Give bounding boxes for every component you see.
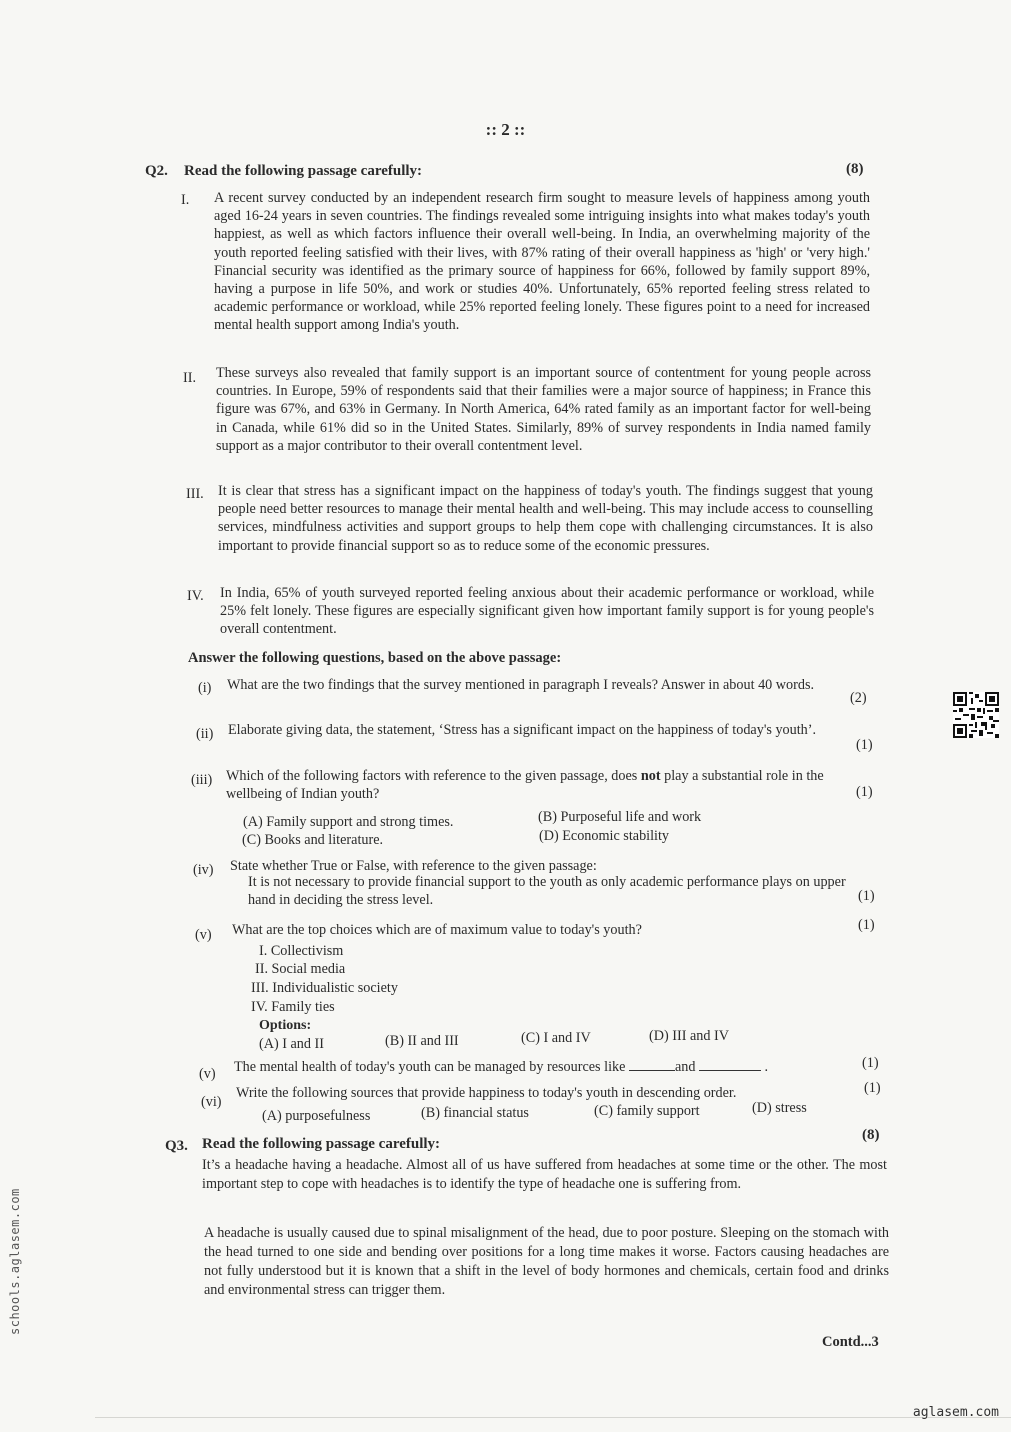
q2-marks: (8) (846, 161, 864, 177)
question-text-after: . (764, 1059, 769, 1075)
question-number: (ii) (196, 726, 214, 742)
question-marks: (1) (856, 784, 873, 800)
question-text: Elaborate giving data, the statement, ‘Stress has a significant impact on the happiness of today's youth’. (228, 722, 817, 738)
footer-divider (95, 1417, 1011, 1418)
answer-blank (629, 1070, 675, 1071)
question-number: (v) (195, 927, 212, 943)
emphasis-not: not (640, 768, 661, 784)
options-label: Options: (259, 1018, 312, 1033)
question-text: State whether True or False, with reference to the given passage: (230, 858, 597, 874)
question-marks: (1) (856, 737, 873, 753)
option-d: (D) stress (752, 1100, 807, 1116)
question-number: (vi) (201, 1094, 222, 1110)
question-marks: (1) (862, 1055, 879, 1071)
question-statement: It is not necessary to provide financial support to the youth as only academic performance plays on upper hand in deciding the stress level. (248, 874, 846, 908)
q3-heading: Read the following passage carefully: (202, 1136, 441, 1152)
option-c: (C) family support (594, 1103, 700, 1119)
passage-paragraph: It’s a headache having a headache. Almost all of us have suffered from headaches at some time or the other. The most important step to cope with headaches is to identify the type of headache one is suffering from. (202, 1157, 887, 1192)
paragraph-text: It is clear that stress has a significant impact on the happiness of today's youth. The findings suggest that young people need better resources to manage their mental health and well-being. This may include access to counselling services, mindfulness activities and support groups to help them cope with challenging circumstances. It is also important to provide financial support so as to reduce some of the economic pressures. (218, 483, 873, 554)
option-b: (B) Purposeful life and work (538, 809, 702, 825)
option-c: (C) I and IV (521, 1030, 591, 1046)
question-number: (i) (198, 680, 212, 696)
q2-label: Q2. (145, 163, 168, 179)
continued-note: Contd...3 (822, 1334, 879, 1350)
paragraph-number: I. (181, 192, 190, 208)
q3-label: Q3. (165, 1138, 188, 1154)
question-text-before: The mental health of today's youth can be managed by resources like (234, 1059, 629, 1075)
side-watermark: schools.aglasem.com (8, 1188, 22, 1335)
paragraph-text: In India, 65% of youth surveyed reported feeling anxious about their academic performance or workload, while 25% felt lonely. These figures are especially significant given how important family support is for young people's overall contentment. (220, 585, 874, 638)
question-marks: (1) (858, 888, 875, 904)
question-text (226, 767, 862, 803)
question-text: Write the following sources that provide happiness to today's youth in descending order. (236, 1085, 737, 1101)
paragraph-number: IV. (187, 588, 204, 604)
paragraph-number: II. (183, 370, 196, 386)
option-a: (A) purposefulness (262, 1108, 371, 1124)
passage-paragraph: A headache is usually caused due to spinal misalignment of the head, due to poor posture. Sleeping on the stomach with the head turned to one side and bending over positions for a long time makes it worse. Factors causing headaches are not fully understood but it is known that a shift in the level of body hormones and chemicals, certain food and drinks and environmental stress can trigger them. (204, 1225, 889, 1298)
question-text: What are the two findings that the survey mentioned in paragraph I reveals? Answer in about 40 words. (227, 677, 815, 693)
question-number: (iii) (191, 772, 213, 788)
option-d: (D) Economic stability (539, 828, 670, 844)
paragraph-text: These surveys also revealed that family support is an important source of contentment for young people across countries. In Europe, 59% of respondents said that their families were a major source of happiness; in France this figure was 67%, and 63% in Germany. In North America, 64% rated family as an important factor for well-being in Canada, while 61% did so in the United States. Similarly, 89% of survey respondents in India named family support as a major contributor to their overall contentment level. (216, 365, 871, 454)
option-b: (B) II and III (385, 1033, 459, 1049)
question-number: (v) (199, 1066, 216, 1082)
footer-site: aglasem.com (912, 1405, 999, 1420)
question-text-before: Which of the following factors with reference to the given passage, does (226, 768, 641, 784)
connector-and: and (674, 1059, 696, 1075)
question-marks: (1) (864, 1080, 881, 1096)
paragraph-number: III. (186, 486, 204, 502)
option-b: (B) financial status (421, 1105, 529, 1121)
question-number: (iv) (193, 862, 214, 878)
question-marks: (2) (850, 690, 867, 706)
choice-item: III. Individualistic society (251, 980, 398, 996)
choice-item: IV. Family ties (251, 999, 335, 1015)
answer-heading: Answer the following questions, based on the above passage: (188, 650, 562, 666)
question-marks: (1) (858, 917, 875, 933)
choice-item: I. Collectivism (259, 943, 344, 959)
paragraph-text: A recent survey conducted by an independent research firm sought to measure levels of happiness among youth aged 16-24 years in seven countries. The findings revealed some intriguing insights into what makes today's youth happiest, as well as which factors influence their overall well-being. In India, an overwhelming majority of the youth reported feeling satisfied with their lives, with 87% rating of their overall happiness as 'high' or 'very high.' Financial security was identified as the primary source of happiness for 66%, followed by family support 89%, having a purpose in life 50%, and work or studies 40%. Unfortunately, 65% reported feeling stress related to academic performance or workload, while 25% reported feeling lonely. These figures point to a need for increased mental health support among India's youth. (214, 190, 870, 334)
choice-item: II. Social media (255, 961, 346, 977)
fill-blank-question (234, 1058, 874, 1076)
option-a: (A) I and II (259, 1036, 324, 1052)
page-number: :: 2 :: (485, 120, 526, 139)
question-text: What are the top choices which are of maximum value to today's youth? (232, 922, 642, 938)
option-c: (C) Books and literature. (242, 832, 384, 848)
answer-blank (699, 1070, 761, 1071)
option-d: (D) III and IV (649, 1028, 729, 1044)
qr-code-icon (953, 692, 999, 738)
q2-heading: Read the following passage carefully: (184, 163, 423, 179)
q3-marks: (8) (862, 1127, 880, 1143)
question-text-after: play a substantial role in the wellbeing of Indian youth? (226, 768, 824, 802)
option-a: (A) Family support and strong times. (243, 814, 454, 830)
